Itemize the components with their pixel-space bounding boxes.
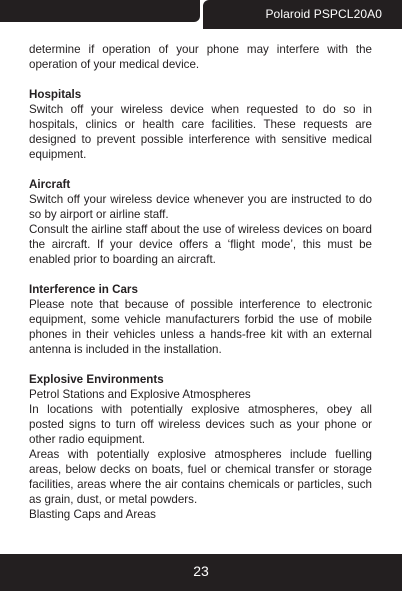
header-decor-left bbox=[0, 0, 200, 22]
cars-heading: Interference in Cars bbox=[29, 283, 138, 296]
hospitals-paragraph: Switch off your wireless device when requested to do so in hospitals, clinics or health care facilities. These requests are designed to prevent possible interference with sensitive medical equipment. bbox=[29, 103, 372, 161]
intro-paragraph: determine if operation of your phone may interfere with the operation of your medical device. bbox=[29, 43, 372, 71]
header-bar bbox=[0, 0, 402, 29]
page-content bbox=[29, 42, 372, 522]
aircraft-heading: Aircraft bbox=[29, 178, 71, 191]
explosive-paragraph-2: Areas with potentially explosive atmospheres include fuelling areas, below decks on boats, fuel or chemical transfer or storage facilities, areas where the air contains chemicals or particles, such as grain, dust, or metal powders. bbox=[29, 448, 372, 506]
blasting-subtitle: Blasting Caps and Areas bbox=[29, 508, 156, 521]
cars-paragraph: Please note that because of possible interference to electronic equipment, some vehicle manufacturers forbid the use of mobile phones in their vehicles unless a hands-free kit with an external antenna is included in the installation. bbox=[29, 298, 372, 356]
model-name: Polaroid PSPCL20A0 bbox=[265, 7, 382, 21]
explosive-subtitle: Petrol Stations and Explosive Atmospheres bbox=[29, 388, 251, 401]
aircraft-paragraph-2: Consult the airline staff about the use of wireless devices on board the aircraft. If your device offers a ‘flight mode’, this must be enabled prior to boarding an aircraft. bbox=[29, 223, 372, 266]
aircraft-paragraph-1: Switch off your wireless device whenever you are instructed to do so by airport or airline staff. bbox=[29, 193, 372, 221]
page-number: 23 bbox=[193, 563, 209, 579]
explosive-heading: Explosive Environments bbox=[29, 373, 164, 386]
explosive-paragraph-1: In locations with potentially explosive atmospheres, obey all posted signs to turn off wireless devices such as your phone or other radio equipment. bbox=[29, 403, 372, 446]
footer-bar bbox=[0, 554, 402, 591]
hospitals-heading: Hospitals bbox=[29, 88, 82, 101]
